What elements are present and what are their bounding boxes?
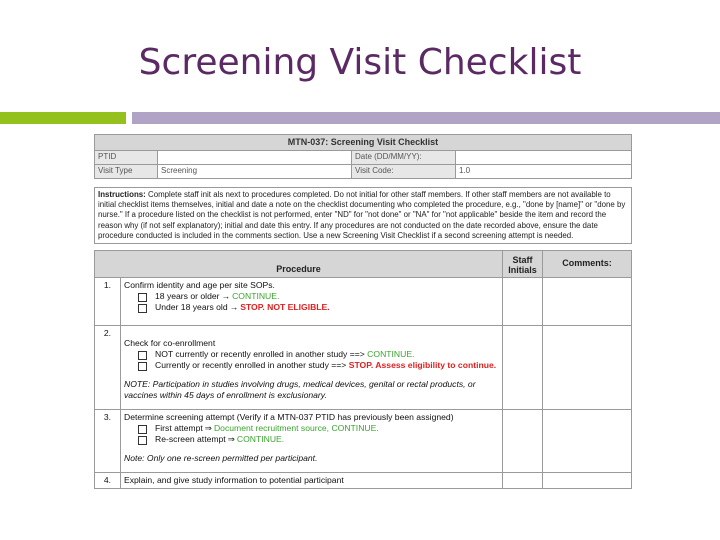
option-result: STOP. NOT ELIGIBLE. [240, 301, 330, 312]
procedure-note: NOTE: Participation in studies involving drugs, medical devices, genital or rectal products, or vaccines within 45 days of enrollment is exclusionary. [124, 378, 476, 400]
option-text: 18 years or older [155, 290, 220, 301]
date-label: Date (DD/MM/YY): [352, 151, 456, 165]
checkbox[interactable] [138, 293, 147, 302]
staff-initials-cell[interactable] [503, 472, 543, 488]
comments-cell[interactable] [543, 277, 632, 325]
comments-cell[interactable] [543, 409, 632, 472]
staff-initials-cell[interactable] [503, 277, 543, 325]
comments-cell[interactable] [543, 325, 632, 409]
procedure-cell [121, 325, 503, 409]
table-row [95, 409, 632, 472]
visit-type-value: Screening [158, 165, 352, 179]
slide-title: Screening Visit Checklist [138, 42, 582, 83]
option-result: CONTINUE. [236, 433, 285, 444]
staff-initials-cell[interactable] [503, 409, 543, 472]
procedure-table [94, 250, 632, 489]
option-text: Currently or recently enrolled in another study ==> [155, 359, 347, 370]
row-number: 1. [95, 277, 121, 325]
comments-cell[interactable] [543, 472, 632, 488]
ptid-field[interactable] [158, 151, 352, 165]
procedure-note: Note: Only one re-screen permitted per participant. [124, 452, 318, 463]
procedure-heading: Check for co-enrollment [124, 337, 216, 348]
procedure-heading: Determine screening attempt (Verify if a MTN-037 PTID has previously been assigned) [124, 411, 454, 422]
option-item [138, 349, 499, 360]
checklist-document [94, 134, 632, 504]
instructions-box [94, 187, 632, 244]
arrow-icon: → [229, 301, 239, 312]
checkbox[interactable] [138, 351, 147, 360]
row-number: 2. [95, 325, 121, 409]
instructions-label: Instructions: [98, 190, 146, 199]
form-header-table [94, 134, 632, 179]
table-row [95, 472, 632, 488]
option-text: First attempt [155, 422, 203, 433]
form-title: MTN-037: Screening Visit Checklist [95, 135, 632, 151]
staff-initials-column-header: Staff Initials [503, 250, 543, 277]
date-field[interactable] [456, 151, 632, 165]
checkbox[interactable] [138, 362, 147, 371]
row-number: 3. [95, 409, 121, 472]
arrow-icon: ⇒ [227, 433, 235, 444]
staff-initials-cell[interactable] [503, 325, 543, 409]
arrow-icon: → [221, 290, 231, 301]
ptid-label: PTID [95, 151, 158, 165]
checkbox[interactable] [138, 304, 147, 313]
option-item [138, 291, 499, 302]
option-item [138, 423, 499, 434]
accent-bar-green [0, 112, 126, 124]
option-result: Document recruitment source, CONTINUE. [213, 422, 379, 433]
procedure-cell [121, 277, 503, 325]
table-row [95, 325, 632, 409]
procedure-column-header: Procedure [95, 250, 503, 277]
visit-type-label: Visit Type [95, 165, 158, 179]
option-item [138, 302, 499, 313]
option-item [138, 360, 499, 371]
row-number: 4. [95, 472, 121, 488]
option-result: STOP. Assess eligibility to continue. [348, 359, 497, 370]
instructions-text: Complete staff init als next to procedures completed. Do not initial for other staff members. If other staff members are not available to initial checklist items themselves, initial and date a note on the checklist documenting who completed the procedure, e.g., "done by [name]" or "done by nurse." If a procedure listed on the checklist is not performed, enter "ND" for "not done" or "NA" for "not applicable" beside the item and record the reason why (if not self explanatory); initial and date this entry. If any procedures are not conducted on the date recorded above, ensure the date procedure conducted is included in the comments section. Use a new Screening Visit Checklist if a second screening attempt is needed. [98, 190, 626, 240]
option-text: Re-screen attempt [155, 433, 226, 444]
procedure-heading: Explain, and give study information to potential participant [124, 474, 344, 485]
option-text: Under 18 years old [155, 301, 228, 312]
option-result: CONTINUE. [232, 290, 280, 301]
checkbox[interactable] [138, 436, 147, 445]
procedure-heading: Confirm identity and age per site SOPs. [124, 279, 275, 290]
table-row [95, 277, 632, 325]
option-result: CONTINUE. [367, 348, 415, 359]
visit-code-value: 1.0 [456, 165, 632, 179]
option-item [138, 434, 499, 445]
arrow-icon: ⇒ [204, 422, 212, 433]
comments-column-header: Comments: [543, 250, 632, 277]
procedure-cell [121, 472, 503, 488]
checkbox[interactable] [138, 425, 147, 434]
visit-code-label: Visit Code: [352, 165, 456, 179]
option-text: NOT currently or recently enrolled in another study ==> [155, 348, 365, 359]
procedure-cell [121, 409, 503, 472]
accent-bar-purple [132, 112, 720, 124]
